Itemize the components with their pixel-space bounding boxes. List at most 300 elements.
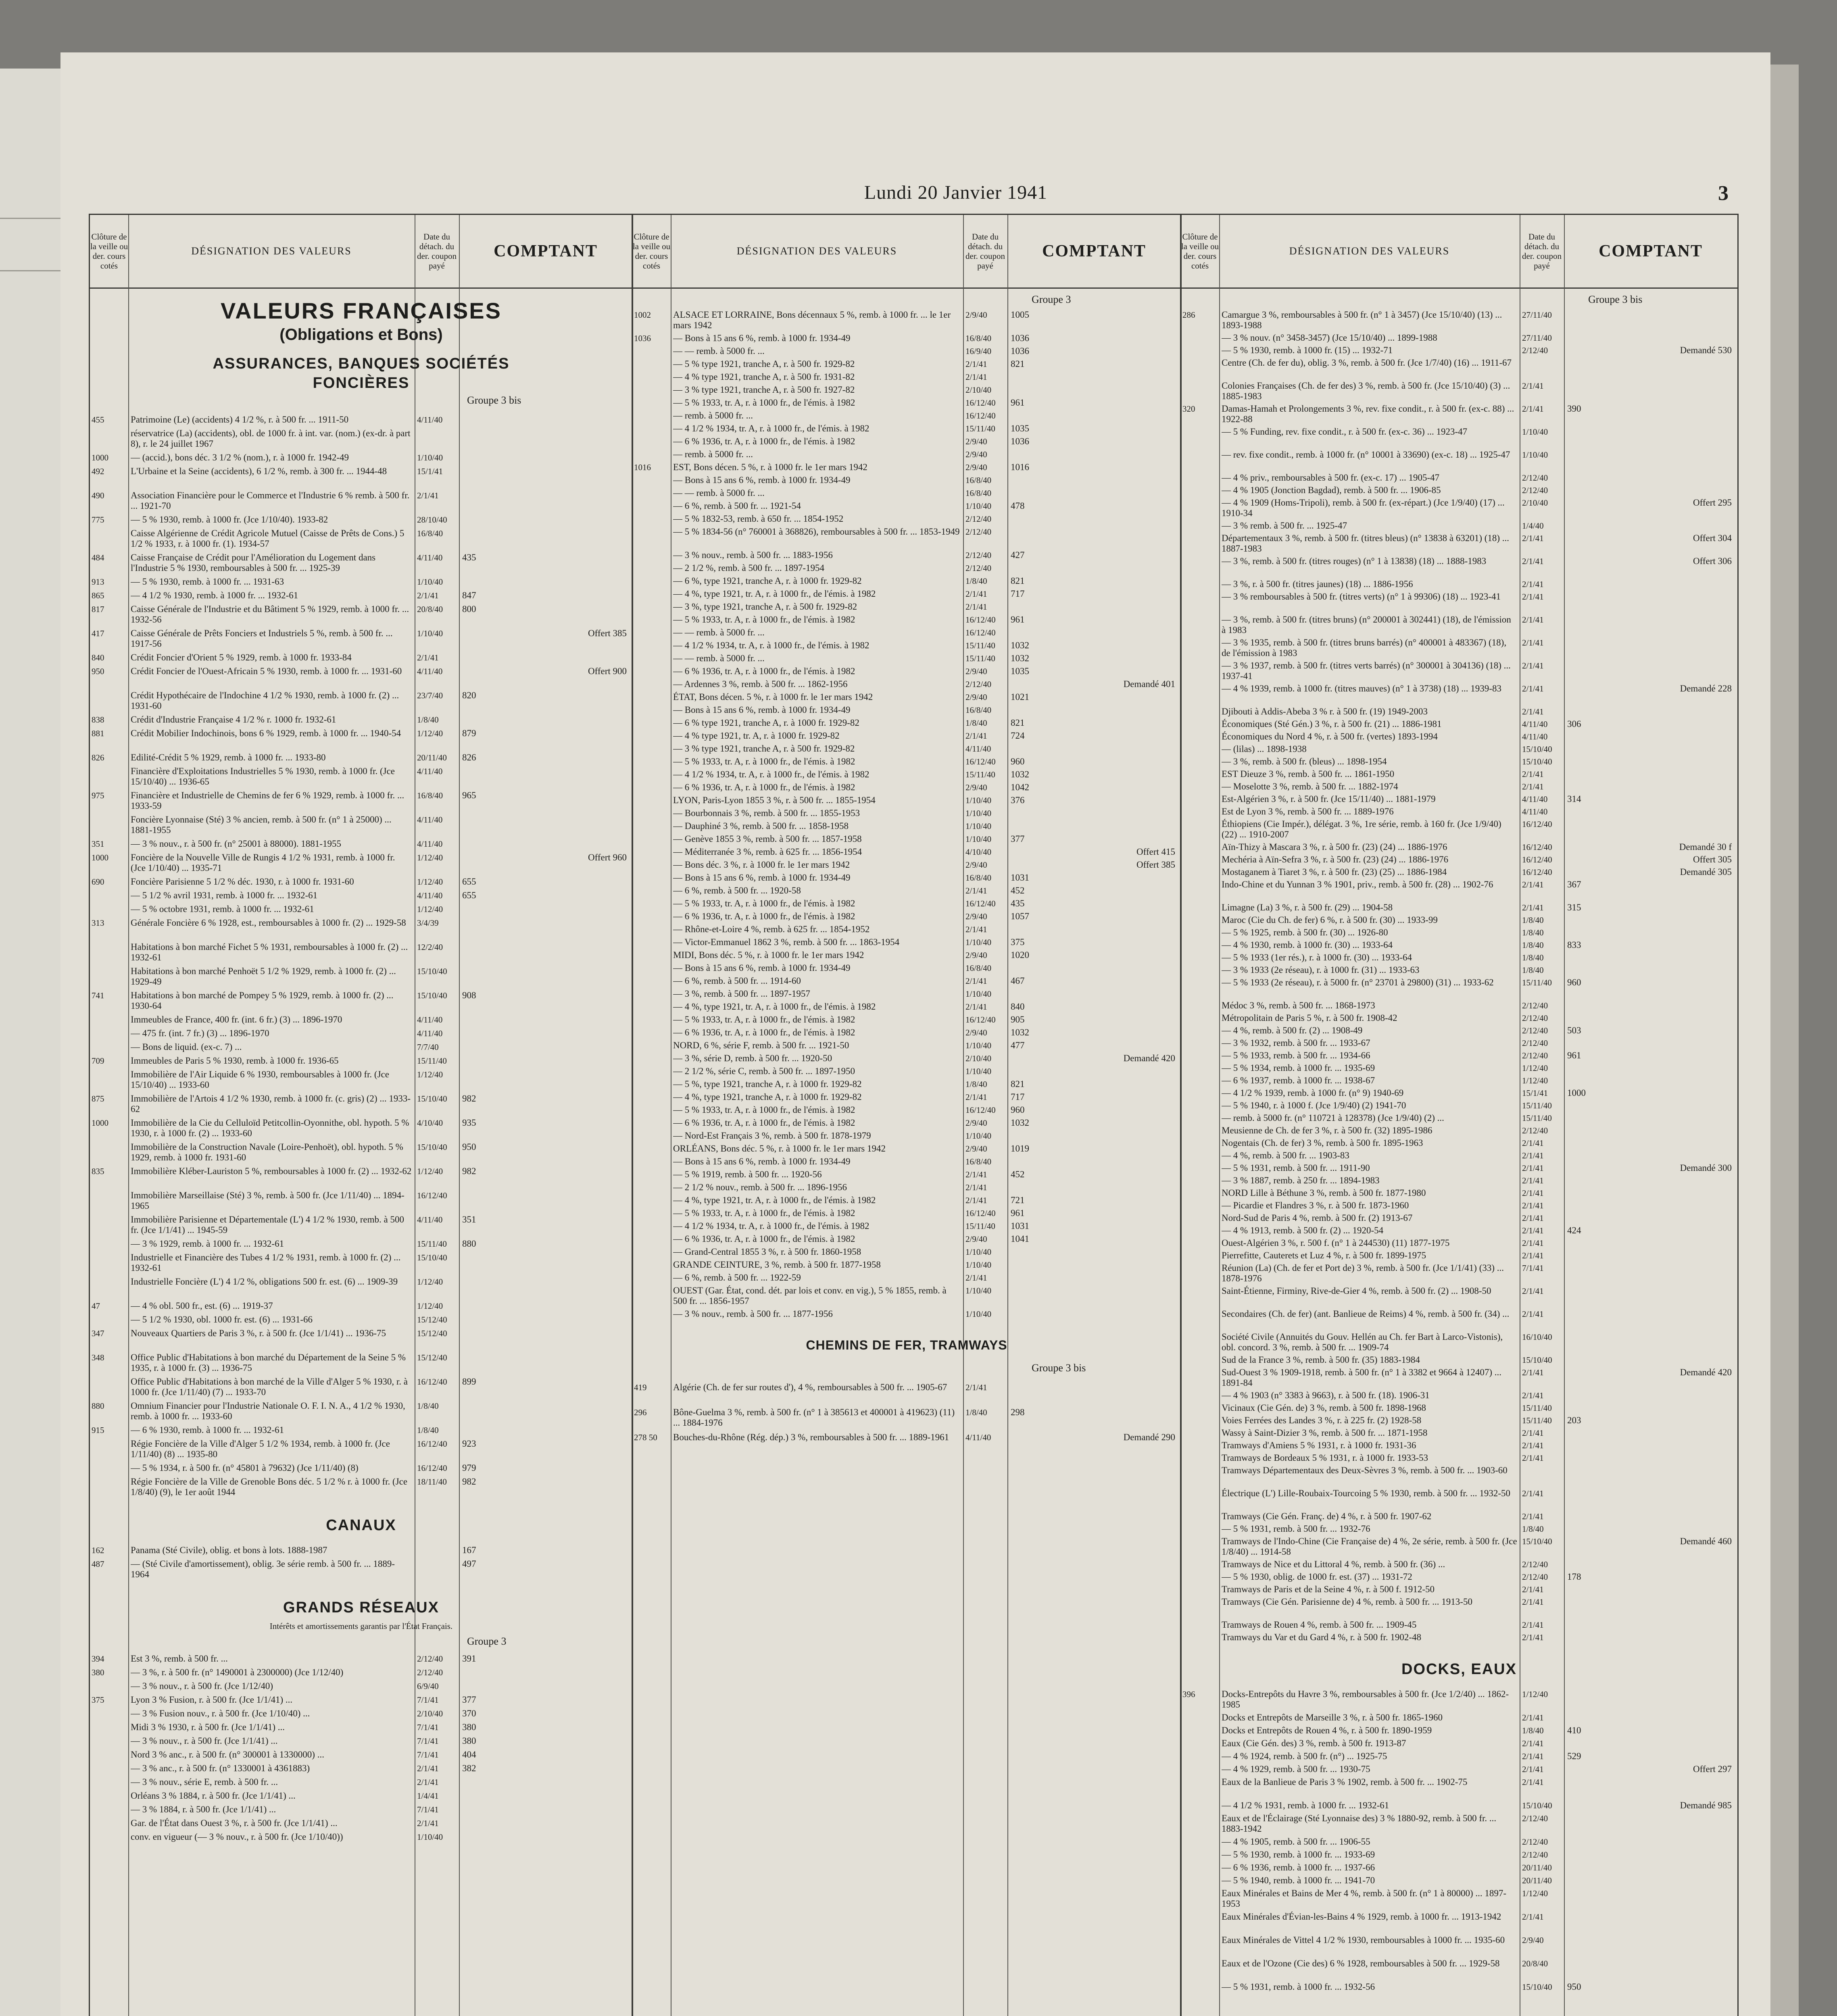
coupon-date: 16/12/40 [1522,842,1552,852]
comptant-value: 298 [1011,1407,1025,1417]
comptant-note: Offert 306 [1693,556,1732,566]
designation-text: Midi 3 % 1930, r. à 500 fr. (Jce 1/1/41) ... [131,1722,285,1732]
designation-text: Foncière de la Nouvelle Ville de Rungis 4 1/2 % 1931, remb. à 1000 fr. (Jce 1/10/40) ... 1935-71 [131,852,395,873]
table-row [1181,1712,1737,1723]
comptant-value: 821 [1011,359,1025,369]
comptant-value: 800 [462,604,476,614]
table-row [1181,1572,1737,1582]
comptant-note: Offert 295 [1693,498,1732,508]
coupon-date: 1/10/40 [965,796,992,805]
comptant-value: 717 [1011,589,1025,599]
table-row [90,1401,632,1422]
coupon-date: 2/9/40 [965,462,987,472]
table-row [90,1328,632,1349]
comptant-value: 435 [462,552,476,562]
coupon-date: 1/10/40 [965,834,992,844]
table-row [1181,498,1737,519]
table-row [1181,579,1737,589]
designation-text: Tramways (Cie Gén. Parisienne de) 4 %, remb. à 500 fr. ... 1913-50 [1222,1597,1472,1607]
designation-text: — 5 % 1933, tr. A, r. à 1000 fr., de l'émis. à 1982 [673,1014,855,1025]
table-row [632,1285,1181,1306]
coupon-date: 16/12/40 [965,1015,996,1025]
designation-text: Immeubles de Paris 5 % 1930, remb. à 1000 fr. 1936-65 [131,1056,339,1066]
designation-text: — 3 % type 1921, tranche A, r. à 500 fr. 1927-82 [673,385,855,395]
designation-text: Omnium Financier pour l'Industrie Nationale O. F. I. N. A., 4 1/2 % 1930, remb. à 1000 fr. ... 1933-60 [131,1401,405,1421]
comptant-value: 306 [1567,719,1581,729]
section-note: Intérêts et amortissements garantis par l'État Français. [269,1621,453,1631]
coupon-date: 2/12/40 [1522,1051,1548,1060]
designation-text: — 4 % 1939, remb. à 1000 fr. (titres mauves) (n° 1 à 3738) (18) ... 1939-83 [1222,683,1501,694]
comptant-value: 1016 [1011,462,1029,472]
table-row [90,1377,632,1397]
coupon-date: 2/1/41 [965,1195,987,1205]
table-row [632,705,1181,715]
designation-text: — 5 % 1933 (2e réseau), r. à 5000 fr. (n° 23701 à 29800) (31) ... 1933-62 [1222,977,1494,987]
table-row [632,963,1181,973]
comptant-value: 370 [462,1708,476,1718]
designation-text: Foncière Lyonnaise (Sté) 3 % ancien, remb. à 500 fr. (n° 1 à 25000) ... 1881-1955 [131,814,392,835]
designation-text: — Bons à 15 ans 6 %, remb. à 1000 fr. 1934-49 [673,475,851,485]
table-row [632,1002,1181,1012]
comptant-note: Demandé 300 [1680,1163,1732,1173]
table-row [632,514,1181,524]
comptant-value: 1032 [1011,653,1029,663]
coupon-date: 2/12/40 [1522,1001,1548,1010]
table-row [632,449,1181,460]
designation-text: Eaux Minérales de Vittel 4 1/2 % 1930, remboursables à 1000 fr. ... 1935-60 [1222,1935,1505,1945]
comptant-value: 1019 [1011,1143,1029,1154]
table-row [1181,450,1737,471]
coupon-date: 2/1/41 [965,731,987,741]
designation-text: conv. en vigueur (— 3 % nouv., r. à 500 fr. (Jce 1/10/40)) [131,1832,343,1842]
column-header [1181,215,1737,289]
comptant-value: 380 [462,1722,476,1732]
table-row [1181,1025,1737,1036]
designation-text: — Dauphiné 3 %, remb. à 500 fr. ... 1858-1958 [673,821,849,831]
table-row [632,1066,1181,1077]
coupon-date: 16/8/40 [965,488,992,498]
designation-text: Sud-Ouest 3 % 1909-1918, remb. à 500 fr. (n° 1 à 3382 et 9664 à 12407) ... 1891-84 [1222,1367,1501,1388]
table-row [1181,637,1737,658]
designation-text: Eaux Minérales d'Évian-les-Bains 4 % 1929, remb. à 1000 fr. ... 1913-1942 [1222,1912,1501,1922]
designation-text: — 2 1/2 %, série C, remb. à 500 fr. ... 1897-1950 [673,1066,855,1076]
comptant-value: 477 [1011,1040,1025,1050]
coupon-date: 2/1/41 [1522,1151,1544,1160]
comptant-value: 833 [1567,940,1581,950]
comptant-value: 410 [1567,1725,1581,1735]
comptant-note: Offert 305 [1693,854,1732,864]
designation-text: EST, Bons décen. 5 %, r. à 1000 fr. le 1er mars 1942 [673,462,867,472]
coupon-date: 1/12/40 [1522,1076,1548,1085]
designation-text: — Rhône-et-Loire 4 %, remb. à 625 fr. ... 1854-1952 [673,924,870,934]
designation-text: — 6 %, remb. à 500 fr. ... 1914-60 [673,976,801,986]
coupon-date: 2/12/40 [1522,473,1548,483]
table-row [632,1182,1181,1193]
designation-text: — 3 % 1937, remb. à 500 fr. (titres verts barrés) (n° 300001 à 304136) (18) ... 1937-41 [1222,660,1511,681]
table-row [90,604,632,625]
table-row [1181,806,1737,817]
designation-text: — 4 % 1924, remb. à 500 fr. (n°) ... 1925-75 [1222,1751,1387,1761]
coupon-date: 2/1/41 [1522,1489,1544,1498]
comptant-value: 452 [1011,1169,1025,1179]
comptant-value: 1031 [1011,1221,1029,1231]
groupe-label: Groupe 3 bis [1032,1362,1086,1374]
coupon-date: 4/11/40 [417,815,443,825]
designation-text: — 6 %, remb. à 500 fr. ... 1922-59 [673,1272,801,1283]
table-row [1181,1632,1737,1643]
coupon-date: 4/11/40 [1522,732,1548,741]
comptant-note: Demandé 30 f [1679,842,1732,852]
coupon-date: 2/9/40 [1522,1935,1544,1945]
coupon-date: 16/8/40 [417,529,443,538]
designation-text: Tramways de Rouen 4 %, remb. à 500 fr. ... 1909-45 [1222,1620,1417,1630]
header-cloture: Clôture de la veille ou der. cours cotés [1181,232,1219,271]
coupon-date: 2/1/41 [417,1777,439,1787]
table-row [632,1247,1181,1257]
table-row [1181,591,1737,612]
comptant-note: Demandé 530 [1680,345,1732,355]
cloture-value: 775 [92,515,104,525]
table-row [1181,854,1737,865]
coupon-date: 16/8/40 [965,475,992,485]
coupon-date: 4/11/40 [1522,794,1548,804]
designation-text: Tramways du Var et du Gard 4 %, r. à 500 fr. 1902-48 [1222,1632,1422,1642]
coupon-date: 2/1/41 [1522,1286,1544,1296]
table-row [632,1260,1181,1270]
table-row [1181,819,1737,840]
designation-text: Eaux et de l'Éclairage (Sté Lyonnaise des) 3 % 1880-92, remb. à 500 fr. ... 1883-1942 [1222,1813,1497,1834]
cloture-value: 313 [92,918,104,928]
coupon-date: 2/1/41 [965,589,987,599]
coupon-date: 1/10/40 [417,1832,443,1842]
cloture-value: 320 [1182,404,1195,414]
designation-text: — 4 % 1930, remb. à 1000 fr. (30) ... 1933-64 [1222,940,1393,950]
designation-text: Immobilière de l'Artois 4 1/2 % 1930, remb. à 1000 fr. (c. gris) (2) ... 1933-62 [131,1093,411,1114]
header-comptant: COMPTANT [1042,242,1146,260]
cloture-value: 417 [92,629,104,638]
comptant-value: 1036 [1011,333,1029,343]
coupon-date: 16/8/40 [965,1157,992,1166]
coupon-date: 2/1/41 [1522,1453,1544,1463]
coupon-date: 2/12/40 [1522,1572,1548,1582]
designation-text: Financière d'Exploitations Industrielles 5 % 1930, remb. à 1000 fr. (Jce 15/10/40) ... 1936-65 [131,766,395,787]
table-row [90,1804,632,1815]
table-row [90,1014,632,1025]
table-row [632,436,1181,447]
designation-text: — 4 %, type 1921, tr. A, r. à 1000 fr., de l'émis. à 1982 [673,589,876,599]
header-designation: DÉSIGNATION DES VALEURS [736,245,897,257]
designation-text: Éthiopiens (Cie Impér.), délégat. 3 %, 1re série, remb. à 160 fr. (Jce 1/9/40) (22) ... 1910-2007 [1222,819,1501,839]
table-row [90,1777,632,1787]
table-row [1181,952,1737,963]
designation-text: — 3 % nouv., r. à 500 fr. (n° 25001 à 88000). 1881-1955 [131,839,341,849]
designation-text: — Bons à 15 ans 6 %, remb. à 1000 fr. 1934-49 [673,705,851,715]
designation-text: Nouveaux Quartiers de Paris 3 %, r. à 500 fr. (Jce 1/1/41) ... 1936-75 [131,1328,386,1338]
coupon-date: 2/1/41 [1522,1777,1544,1787]
coupon-date: 2/12/40 [965,550,992,560]
designation-text: Centre (Ch. de fer du), oblig. 3 %, remb. à 500 fr. (Jce 1/7/40) (16) ... 1911-67 [1222,358,1512,368]
coupon-date: 2/1/41 [1522,579,1544,589]
designation-text: Tramways (Cie Gén. Franç. de) 4 %, r. à 500 fr. 1907-62 [1222,1511,1432,1521]
designation-text: Réunion (La) (Ch. de fer et Port de) 3 %, remb. à 500 fr. (Jce 1/1/41) (33) ... 1878-1976 [1222,1263,1504,1283]
coupon-date: 2/1/41 [1522,1163,1544,1173]
designation-text: — — remb. à 5000 fr. ... [673,346,765,356]
comptant-value: 923 [462,1439,476,1449]
designation-text: Caisse Française de Crédit pour l'Amélioration du Logement dans l'Industrie 5 % 1930, remboursables à 500 fr. ... 1925-39 [131,552,376,573]
designation-text: Office Public d'Habitations à bon marché du Département de la Seine 5 % 1935, r. à 1000 fr. (3) ... 1936-75 [131,1352,406,1373]
comptant-value: 908 [462,990,476,1000]
table-row [1181,1238,1737,1248]
designation-text: Docks et Entrepôts de Rouen 4 %, r. à 500 fr. 1890-1959 [1222,1725,1432,1735]
cloture-value: 880 [92,1401,104,1411]
comptant-value: 377 [462,1695,476,1705]
table-row [90,652,632,663]
table-row [90,1352,632,1373]
designation-text: Gar. de l'État dans Ouest 3 %, r. à 500 fr. (Jce 1/1/41) ... [131,1818,338,1828]
coupon-date: 15/11/40 [1522,1113,1552,1123]
coupon-date: 2/12/40 [1522,485,1548,495]
table-row [90,590,632,601]
comptant-value: 529 [1567,1751,1581,1761]
coupon-date: 2/1/41 [1522,707,1544,716]
cloture-value: 709 [92,1056,104,1066]
table-row [1181,333,1737,343]
header-designation: DÉSIGNATION DES VALEURS [1289,245,1450,257]
coupon-date: 15/11/40 [965,1221,995,1231]
table-row [632,410,1181,421]
cloture-value: 826 [92,753,104,762]
comptant-note: Demandé 290 [1123,1432,1175,1442]
table-row [1181,965,1737,975]
coupon-date: 1/12/40 [1522,1689,1548,1699]
coupon-date: 1/8/40 [965,1408,987,1417]
groupe-label: Groupe 3 bis [467,394,521,406]
table-row [1181,1100,1737,1111]
coupon-date: 2/1/41 [417,491,439,500]
table-row [90,1832,632,1842]
comptant-value: 375 [1011,937,1025,947]
table-row [632,1092,1181,1102]
comptant-note: Offert 900 [588,666,627,676]
header-comptant: COMPTANT [1599,242,1703,260]
coupon-date: 1/10/40 [965,501,992,511]
table-row [1181,1428,1737,1438]
designation-text: — Picardie et Flandres 3 %, r. à 500 fr. 1873-1960 [1222,1200,1409,1210]
comptant-value: 503 [1567,1025,1581,1035]
coupon-date: 2/1/41 [965,1383,987,1392]
designation-text: — 5 % 1933, tr. A, r. à 1000 fr., de l'émis. à 1982 [673,1208,855,1218]
table-row [90,966,632,987]
table-row [1181,1888,1737,1909]
table-row [632,1079,1181,1089]
table-row [1181,769,1737,779]
designation-text: Médoc 3 %, remb. à 500 fr. ... 1868-1973 [1222,1000,1375,1010]
coupon-date: 16/8/40 [965,333,992,343]
table-row [1181,310,1737,331]
designation-text: Immobilière Parisienne et Départementale (L') 4 1/2 % 1930, remb. à 500 fr. (Jce 1/1/41) ... 1945-59 [131,1214,404,1235]
designation-text: Tramways d'Amiens 5 % 1931, r. à 1000 fr. 1931-36 [1222,1440,1416,1450]
coupon-date: 15/10/40 [1522,1801,1552,1810]
cloture-value: 915 [92,1425,104,1435]
table-row [632,847,1181,857]
designation-text: — 6 % 1936, tr. A, r. à 1000 fr., de l'émis. à 1982 [673,1234,855,1244]
table-row [632,1131,1181,1141]
designation-text: LYON, Paris-Lyon 1855 3 %, r. à 500 fr. ... 1855-1954 [673,795,876,805]
designation-text: Camargue 3 %, remboursables à 500 fr. (n° 1 à 3457) (Jce 15/10/40) (13) ... 1893-1988 [1222,310,1502,330]
comptant-value: 467 [1011,976,1025,986]
table-row [1181,1188,1737,1198]
designation-text: — (Sté Civile d'amortissement), oblig. 3e série remb. à 500 fr. ... 1889-1964 [131,1559,395,1579]
coupon-date: 2/12/40 [965,527,992,537]
coupon-date: 1/8/40 [417,715,439,725]
coupon-date: 1/10/40 [417,577,443,587]
table-row [1181,1063,1737,1073]
coupon-date: 2/9/40 [965,950,987,960]
table-row [90,414,632,425]
cloture-value: 484 [92,553,104,562]
header-comptant: COMPTANT [494,242,598,260]
table-row [1181,1013,1737,1023]
table-row [632,462,1181,473]
comptant-value: 1036 [1011,436,1029,446]
coupon-date: 16/12/40 [417,1377,447,1387]
comptant-value: 497 [462,1559,476,1569]
column-2 [632,215,1181,2016]
designation-text: — 6 %, remb. à 500 fr. ... 1920-58 [673,885,801,896]
comptant-value: 1035 [1011,423,1029,433]
section-grands-reseaux: GRANDS RÉSEAUX [283,1599,439,1616]
table-row [90,766,632,787]
coupon-date: 1/10/40 [965,1247,992,1257]
coupon-date: 2/1/41 [1522,404,1544,414]
table-row [90,428,632,449]
table-row [1181,521,1737,531]
designation-text: — 4 1/2 % 1934, tr. A, r. à 1000 fr., de l'émis. à 1982 [673,423,869,433]
designation-text: Caisse Générale de l'Industrie et du Bâtiment 5 % 1929, remb. à 1000 fr. ... 1932-56 [131,604,409,625]
designation-text: — Méditerranée 3 %, remb. à 625 fr. ... 1856-1954 [673,847,862,857]
table-row [90,1695,632,1705]
designation-text: Vicinaux (Cie Gén. de) 3 %, remb. à 500 fr. 1898-1968 [1222,1403,1426,1413]
designation-text: — Genève 1855 3 %, remb. à 500 fr. ... 1857-1958 [673,834,862,844]
coupon-date: 16/12/40 [965,757,996,766]
coupon-date: 16/12/40 [965,615,996,625]
comptant-value: 965 [462,790,476,800]
designation-text: Pierrefitte, Cauterets et Luz 4 %, r. à 500 fr. 1899-1975 [1222,1250,1426,1260]
table-row [1181,1125,1737,1136]
table-row [632,744,1181,754]
table-row [632,346,1181,356]
coupon-date: 4/11/40 [1522,807,1548,816]
coupon-date: 16/8/40 [965,705,992,715]
table-row [90,814,632,835]
designation-text: — Ardennes 3 %, remb. à 500 fr. ... 1862-1956 [673,679,848,689]
coupon-date: 15/10/40 [417,1094,447,1104]
cloture-value: 875 [92,1094,104,1104]
coupon-date: 2/12/40 [1522,1837,1548,1847]
designation-text: — 2 1/2 %, remb. à 500 fr. ... 1897-1954 [673,563,824,573]
designation-text: Industrielle et Financière des Tubes 4 1/2 % 1931, remb. à 1000 fr. (2) ... 1932-61 [131,1252,401,1273]
previous-page-edge [0,69,60,2016]
table-row [90,1763,632,1774]
designation-text: — 5 1/2 % 1930, obl. 1000 fr. est. (6) ... 1931-66 [131,1314,313,1325]
table-row [1181,1286,1737,1307]
table-row [1181,1875,1737,1886]
table-row [90,577,632,587]
coupon-date: 1/12/40 [417,1070,443,1079]
coupon-date: 1/12/40 [417,729,443,738]
table-row [1181,1250,1737,1261]
table-row [632,1156,1181,1167]
coupon-date: 2/1/41 [1522,661,1544,671]
designation-text: — (accid.), bons déc. 3 1/2 % (nom.), r. à 1000 fr. 1942-49 [131,452,349,462]
table-row [632,640,1181,651]
designation-text: — 5 % type 1921, tranche A, r. à 500 fr. 1929-82 [673,359,855,369]
designation-text: — 5 % 1934, r. à 500 fr. (n° 45801 à 79632) (Jce 1/11/40) (8) [131,1463,359,1473]
table-row [90,1118,632,1139]
table-row [90,714,632,725]
cloture-value: 286 [1182,310,1195,320]
table-row [90,1818,632,1829]
comptant-value: 377 [1011,834,1025,844]
designation-text: — 3 % nouv., r. à 500 fr. (Jce 1/12/40) [131,1681,273,1691]
coupon-date: 4/10/40 [965,847,992,857]
coupon-date: 15/10/40 [417,1142,447,1152]
table-row [1181,473,1737,483]
table-row [1181,533,1737,554]
designation-text: Edilité-Crédit 5 % 1929, remb. à 1000 fr. ... 1933-80 [131,752,326,762]
table-row [90,1667,632,1678]
coupon-date: 1/8/40 [417,1401,439,1411]
designation-text: — 5 % 1933 (1er rés.), r. à 1000 fr. (30) ... 1933-64 [1222,952,1412,962]
designation-text: — — remb. à 5000 fr. ... [673,653,765,663]
table-row [90,666,632,687]
designation-text: NORD, 6 %, série F, remb. à 500 fr. ... 1921-50 [673,1040,849,1050]
table-row [1181,1200,1737,1211]
designation-text: — 6 % 1930, remb. à 1000 fr. ... 1932-61 [131,1425,284,1435]
page-edge [1770,65,1799,2016]
coupon-date: 1/12/40 [1522,1889,1548,1898]
designation-text: — 3 % remb. à 500 fr. ... 1925-47 [1222,521,1347,531]
table-row [90,1142,632,1163]
comptant-value: 655 [462,877,476,887]
table-row [1181,731,1737,742]
coupon-date: 2/1/41 [417,591,439,600]
comptant-value: 821 [1011,718,1025,728]
table-row [632,1208,1181,1218]
designation-text: — 5 % 1930, remb. à 1000 fr. ... 1931-63 [131,577,284,587]
designation-text: — 3 % nouv., remb. à 500 fr. ... 1877-1956 [673,1309,833,1319]
designation-text: Est 3 %, remb. à 500 fr. ... [131,1654,228,1664]
designation-text: — 4 1/2 % 1931, remb. à 1000 fr. ... 1932-61 [1222,1800,1389,1810]
designation-text: EST Dieuze 3 %, remb. à 500 fr. ... 1861-1950 [1222,769,1395,779]
designation-text: Générale Foncière 6 % 1928, est., remboursables à 1000 fr. (2) ... 1929-58 [131,918,406,928]
table-row [90,690,632,711]
cloture-value: 1000 [92,1118,108,1128]
section-chemins-de-fer: CHEMINS DE FER, TRAMWAYS [806,1338,1007,1352]
coupon-date: 2/1/41 [1522,1512,1544,1521]
table-row [90,1214,632,1235]
coupon-date: 15/10/40 [417,1253,447,1262]
table-row [1181,358,1737,379]
table-row [632,1195,1181,1206]
coupon-date: 16/12/40 [965,899,996,908]
table-row [1181,1536,1737,1557]
designation-text: Aïn-Thizy à Mascara 3 %, r. à 500 fr. (23) (24) ... 1886-1976 [1222,842,1447,852]
comptant-note: Demandé 401 [1123,679,1175,689]
comptant-value: 1031 [1011,873,1029,883]
table-row [1181,345,1737,356]
coupon-date: 2/9/40 [965,310,987,320]
